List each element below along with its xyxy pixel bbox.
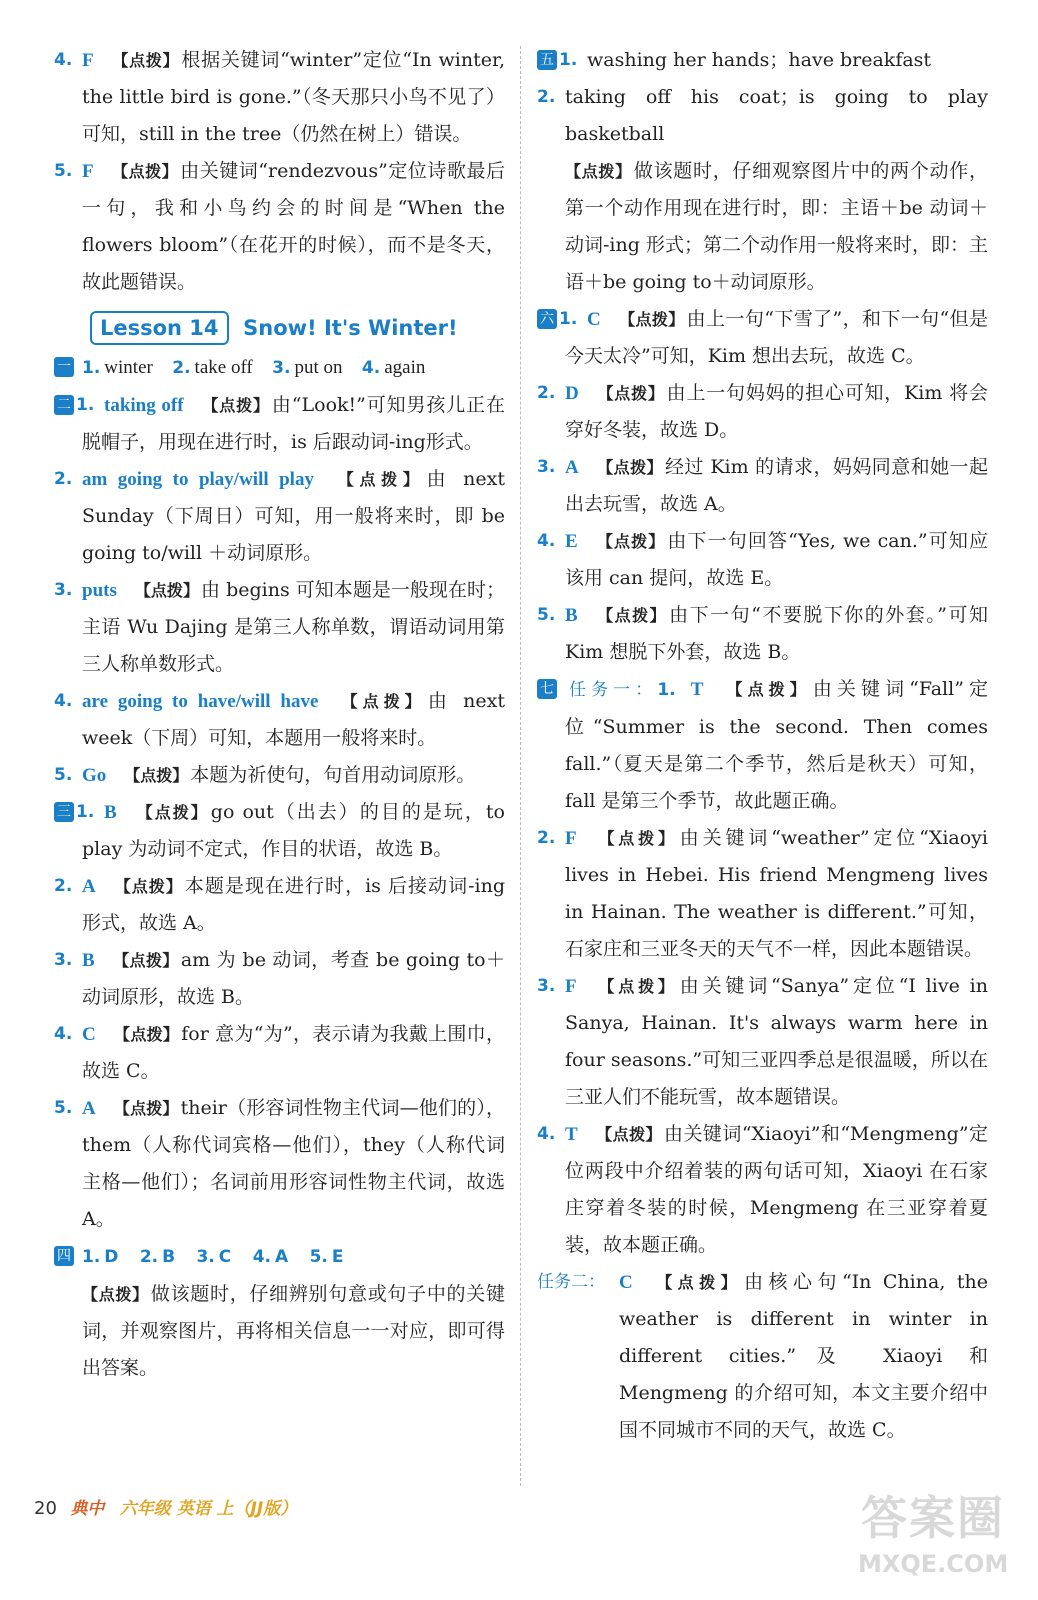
tip-label: 【点拨】: [650, 1273, 743, 1292]
tip-label: 【点拨】: [336, 692, 426, 711]
tip-label: 【点拨】: [124, 766, 189, 785]
tip-label: 【点拨】: [113, 877, 183, 896]
explanation: 由关键词“weather”定位“Xiaoyi lives in Hebei. His friend Mengmeng lives in Hainan. The weather is different.”可知，石家庄和三亚冬天的天气不一样，因此本题错误。: [565, 827, 988, 960]
answer-item: [50, 794, 505, 868]
explanation: 由“Look!”可知男孩儿正在脱帽子，用现在进行时，is 后跟动词-ing形式。: [82, 394, 505, 453]
answer-item: [533, 820, 988, 968]
tip-label: 【点拨】: [595, 1125, 662, 1144]
section-badge: 七: [537, 679, 557, 699]
explanation: 由关键词“rendezvous”定位诗歌最后一句，我和小鸟约会的时间是“When the flowers bloom”（在花开的时候），而不是冬天，故此题错误。: [82, 160, 505, 293]
answer-item: [50, 942, 505, 1016]
answer-item: [533, 1264, 988, 1449]
answer: A: [82, 876, 96, 897]
tip-label: 【点拨】: [595, 532, 666, 551]
answer-item: [533, 968, 988, 1116]
tip-label: 【点拨】: [618, 310, 685, 329]
answer-item: [50, 757, 505, 794]
lesson-number: Lesson 14: [90, 311, 229, 345]
answer-item: [533, 449, 988, 523]
answer: washing her hands；have breakfast: [587, 49, 932, 71]
page-footer: [34, 1494, 297, 1524]
answer: E: [565, 531, 578, 552]
explanation: 经过 Kim 的请求，妈妈同意和她一起出去玩雪，故选 A。: [565, 456, 988, 515]
answer-item: [50, 387, 505, 461]
item-number: 4.: [54, 50, 73, 70]
answer-item: [533, 375, 988, 449]
watermark: [858, 1488, 1008, 1588]
item-number: 3.: [54, 950, 73, 970]
lesson-heading: [90, 311, 505, 345]
item-number: 2.: [537, 828, 556, 848]
item-number: 5.: [54, 161, 73, 181]
answer-item: [50, 1090, 505, 1238]
item-number: 4.: [537, 1124, 556, 1144]
answer: C: [82, 1024, 96, 1045]
page-number: 20: [34, 1498, 57, 1519]
tip-label: 【点拨】: [134, 803, 209, 822]
answer-item: [533, 301, 988, 375]
answer: B: [82, 950, 95, 971]
explanation: 由 next Sunday（下周日）可知，用一般将来时，即 be going to/will ＋动词原形。: [82, 468, 505, 564]
item-number: 4.: [537, 531, 556, 551]
answer: F: [82, 50, 94, 71]
tip-label: 【点拨】: [721, 680, 811, 699]
answer: puts: [82, 580, 117, 601]
answer: Go: [82, 765, 107, 786]
item-number: 3.: [537, 976, 556, 996]
answer-item: [533, 1116, 988, 1264]
task-label: 任务二：: [537, 1272, 605, 1292]
answer-item: [50, 1016, 505, 1090]
answer: T: [690, 679, 704, 700]
left-column: [50, 42, 505, 1387]
answer: B: [565, 605, 578, 626]
answer-item: [50, 461, 505, 572]
item-number: 4.: [54, 691, 73, 711]
tip-label: 【点拨】: [565, 162, 632, 181]
answer-item: [533, 79, 988, 301]
tip-label: 【点拨】: [594, 829, 678, 848]
explanation: 由 next week（下周）可知，本题用一般将来时。: [82, 690, 505, 749]
answer-item: [533, 523, 988, 597]
answer-item: [50, 868, 505, 942]
tip-label: 【点拨】: [595, 606, 668, 625]
answer: taking off his coat；is going to play basketball: [565, 86, 988, 145]
tip-label: 【点拨】: [113, 1099, 179, 1118]
section-four: [50, 1238, 505, 1276]
explanation: 做该题时，仔细辨别句意或句子中的关键词，并观察图片，再将相关信息一一对应，即可得出答案。: [82, 1283, 505, 1379]
explanation: for 意为“为”，表示请为我戴上围巾，故选 C。: [82, 1023, 505, 1082]
item-number: 1.: [76, 395, 95, 415]
answer: F: [565, 828, 577, 849]
item-number: 2.: [537, 383, 556, 403]
item-number: 1.: [76, 802, 95, 822]
answer-item: [50, 572, 505, 683]
item-number: 5.: [54, 765, 73, 785]
explanation: 根据关键词“winter”定位“In winter, the little bird is gone.”（冬天那只小鸟不见了）可知，still in the tree（仍然在树上）错误。: [82, 49, 505, 145]
item-number: 5.: [54, 1098, 73, 1118]
watermark-url: MXQE.COM: [858, 1550, 1009, 1578]
item-number: 3.: [54, 580, 73, 600]
explanation: 由关键词“Sanya”定位“I live in Sanya, Hainan. It's always warm here in four seasons.”可知三亚四季总是很温暖，所以在三亚人们不能玩雪，故本题错误。: [565, 975, 988, 1108]
item-number: 1.: [657, 680, 676, 700]
explanation: 本题为祈使句，句首用动词原形。: [190, 764, 476, 786]
answer: A: [565, 457, 579, 478]
watermark-logo: 答案圈: [861, 1491, 1005, 1545]
lesson-title: Snow! It's Winter!: [243, 316, 458, 340]
explanation: 由核心句“In China, the weather is different in winter in different cities.”及 Xiaoyi 和 Mengmeng 的介绍可知，本文主要介绍中国不同城市不同的天气，故选 C。: [619, 1271, 988, 1441]
explanation: 由上一句“下雪了”，和下一句“但是今天太冷”可知，Kim 想出去玩，故选 C。: [565, 308, 988, 367]
explanation: 做该题时，仔细观察图片中的两个动作，第一个动作用现在进行时，即：主语＋be 动词＋动词-ing 形式；第二个动作用一般将来时，即：主语＋be going to＋动词原形。: [565, 160, 988, 293]
item-number: 2.: [54, 469, 73, 489]
explanation: 由关键词“Xiaoyi”和“Mengmeng”定位两段中介绍着装的两句话可知，Xiaoyi 在石家庄穿着冬装的时候，Mengmeng 在三亚穿着夏装，故本题正确。: [565, 1123, 988, 1256]
answer: C: [619, 1272, 633, 1293]
section-badge: 一: [54, 357, 74, 377]
tip-label: 【点拨】: [82, 1285, 149, 1304]
explanation: am 为 be 动词，考查 be going to＋动词原形，故选 B。: [82, 949, 505, 1008]
answer-sequence: 1. D 2. B 3. C 4. A 5. E: [82, 1247, 344, 1267]
answer: B: [104, 802, 117, 823]
answer: F: [82, 161, 94, 182]
answer-item: [533, 597, 988, 671]
item-number: 2.: [54, 876, 73, 896]
task-label: 任务一：: [569, 680, 658, 700]
explanation: their（形容词性物主代词—他们的），them（人称代词宾格—他们），they（人称代词主格—他们）；名词前用形容词性物主代词，故选 A。: [82, 1097, 505, 1230]
answer: taking off: [104, 395, 184, 416]
answer: C: [587, 309, 601, 330]
section-badge: 三: [54, 802, 74, 822]
section-badge: 二: [54, 395, 74, 415]
item-number: 1.: [559, 309, 578, 329]
tip-label: 【点拨】: [331, 470, 425, 489]
answer: D: [565, 383, 579, 404]
answer-item: [50, 153, 505, 301]
item-number: 3.: [537, 457, 556, 477]
answer: am going to play/will play: [82, 469, 314, 490]
answer: A: [82, 1098, 96, 1119]
tip-label: 【点拨】: [111, 162, 179, 181]
section-badge: 六: [537, 309, 557, 329]
right-column: [533, 42, 988, 1449]
explanation: 由上一句妈妈的担心可知，Kim 将会穿好冬装，故选 D。: [565, 382, 988, 441]
explanation: 由下一句“不要脱下你的外套。”可知 Kim 想脱下外套，故选 B。: [565, 604, 988, 663]
section-badge: 四: [54, 1246, 74, 1266]
column-divider: [520, 46, 521, 1486]
item-number: 1.: [559, 50, 578, 70]
tip-label: 【点拨】: [594, 977, 678, 996]
explanation: 本题是现在进行时，is 后接动词-ing 形式，故选 A。: [82, 875, 505, 934]
section-badge: 五: [537, 50, 557, 70]
answer-item: [533, 42, 988, 79]
tip-label: 【点拨】: [201, 396, 270, 415]
answer-sequence: 1. winter 2. take off 3. put on 4. again: [82, 357, 426, 378]
item-number: 2.: [537, 87, 556, 107]
explanation: 由 begins 可知本题是一般现在时；主语 Wu Dajing 是第三人称单数，谓语动词用第三人称单数形式。: [82, 579, 505, 675]
tip-label: 【点拨】: [596, 458, 663, 477]
answer-item: [50, 683, 505, 757]
answer-item: [533, 671, 988, 820]
section-four-tip: [50, 1276, 505, 1387]
answer: T: [565, 1124, 578, 1145]
tip-label: 【点拨】: [111, 51, 180, 70]
answer: F: [565, 976, 577, 997]
book-info: 六年级 英语 上（JJ版）: [119, 1499, 298, 1519]
explanation: go out（出去）的目的是玩，to play 为动词不定式，作目的状语，故选 B。: [82, 801, 505, 860]
item-number: 4.: [54, 1024, 73, 1044]
section-one: [50, 349, 505, 387]
tip-label: 【点拨】: [134, 581, 199, 600]
tip-label: 【点拨】: [112, 951, 179, 970]
item-number: 5.: [537, 605, 556, 625]
tip-label: 【点拨】: [113, 1025, 180, 1044]
explanation: 由关键词“Fall”定位“Summer is the second. Then comes fall.”（夏天是第二个季节，然后是秋天）可知，fall 是第三个季节，故此题正确。: [565, 678, 988, 812]
tip-label: 【点拨】: [596, 384, 665, 403]
explanation: 由下一句回答“Yes, we can.”可知应该用 can 提问，故选 E。: [565, 530, 988, 589]
answer-item: [50, 42, 505, 153]
brand-logo: 典中: [70, 1499, 105, 1519]
answer: are going to have/will have: [82, 691, 319, 712]
